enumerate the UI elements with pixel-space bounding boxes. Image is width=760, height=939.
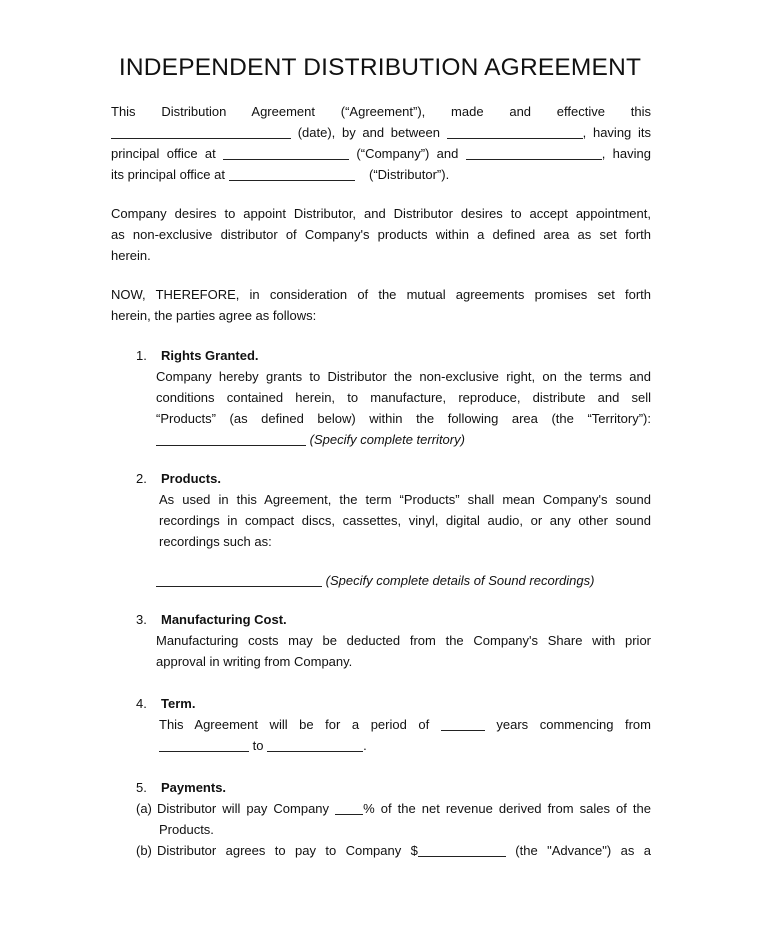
intro-text: , having its bbox=[582, 125, 651, 140]
section-heading: Products. bbox=[161, 471, 221, 486]
territory-blank[interactable] bbox=[156, 431, 306, 446]
recordings-note: (Specify complete details of Sound recordings) bbox=[325, 573, 595, 588]
party-blank[interactable] bbox=[447, 124, 583, 139]
section-line: Company hereby grants to Distributor the non-exclusive right, on the terms and bbox=[156, 369, 651, 384]
section-heading: Term. bbox=[161, 696, 196, 711]
section-number: 3. bbox=[136, 612, 147, 627]
intro-line-2 bbox=[111, 122, 651, 143]
payment-item-b bbox=[111, 840, 651, 861]
recordings-blank[interactable] bbox=[156, 572, 322, 587]
intro-line-4 bbox=[111, 164, 651, 185]
document-body bbox=[111, 101, 651, 861]
section-line: conditions contained herein, to manufacture, reproduce, distribute and sell bbox=[156, 390, 651, 405]
intro-text: , having bbox=[601, 146, 651, 161]
section-manufacturing-cost bbox=[111, 609, 651, 672]
term-line-1 bbox=[159, 714, 651, 735]
recital-line: herein. bbox=[111, 248, 151, 263]
payment-text: (the "Advance") as a bbox=[515, 843, 651, 858]
recital-line: Company desires to appoint Distributor, and Distributor desires to accept appointment, bbox=[111, 206, 651, 221]
payment-text: Distributor will pay Company bbox=[157, 801, 330, 816]
distributor-blank[interactable] bbox=[466, 145, 602, 160]
start-date-blank[interactable] bbox=[159, 737, 249, 752]
payment-text: % of the net revenue derived from sales of the bbox=[363, 801, 651, 816]
recital-line: as non-exclusive distributor of Company's products within a defined area as set forth bbox=[111, 227, 651, 242]
section-line: recordings in compact discs, cassettes, vinyl, digital audio, or any other sound bbox=[159, 513, 651, 528]
intro-paragraph bbox=[111, 101, 651, 185]
item-label: (b) bbox=[136, 843, 152, 858]
intro-text: principal office at bbox=[111, 146, 216, 161]
territory-line bbox=[156, 429, 651, 450]
payment-item-a bbox=[111, 798, 651, 840]
section-heading: Rights Granted. bbox=[161, 348, 259, 363]
section-number: 1. bbox=[136, 348, 147, 363]
whereas-line: herein, the parties agree as follows: bbox=[111, 308, 317, 323]
section-heading: Manufacturing Cost. bbox=[161, 612, 287, 627]
section-line: recordings such as: bbox=[159, 534, 272, 549]
section-payments bbox=[111, 777, 651, 861]
years-blank[interactable] bbox=[441, 716, 485, 731]
intro-text: (date), by and between bbox=[297, 125, 440, 140]
section-number: 4. bbox=[136, 696, 147, 711]
territory-note: (Specify complete territory) bbox=[309, 432, 465, 447]
date-blank[interactable] bbox=[111, 124, 291, 139]
section-line: Manufacturing costs may be deducted from the Company's Share with prior bbox=[156, 633, 651, 648]
term-line-2 bbox=[159, 735, 651, 756]
advance-blank[interactable] bbox=[418, 842, 506, 857]
section-line: As used in this Agreement, the term “Products” shall mean Company's sound bbox=[159, 492, 651, 507]
payment-text: Distributor agrees to pay to Company $ bbox=[157, 843, 418, 858]
section-line: “Products” (as defined below) within the following area (the “Territory”): bbox=[156, 411, 651, 426]
term-text: years commencing from bbox=[496, 717, 651, 732]
section-heading: Payments. bbox=[161, 780, 227, 795]
section-term bbox=[111, 693, 651, 756]
section-number: 5. bbox=[136, 780, 147, 795]
section-rights-granted bbox=[111, 345, 651, 450]
distributor-office-blank[interactable] bbox=[229, 166, 355, 181]
section-number: 2. bbox=[136, 471, 147, 486]
payment-line bbox=[157, 798, 651, 819]
intro-text: its principal office at bbox=[111, 167, 225, 182]
percent-blank[interactable] bbox=[335, 800, 363, 815]
term-text: . bbox=[363, 738, 367, 753]
recital-paragraph bbox=[111, 203, 651, 266]
recordings-line bbox=[156, 570, 651, 591]
section-line: approval in writing from Company. bbox=[156, 654, 353, 669]
term-text: This Agreement will be for a period of bbox=[159, 717, 430, 732]
whereas-paragraph bbox=[111, 284, 651, 326]
office-blank[interactable] bbox=[223, 145, 349, 160]
payment-line: Products. bbox=[159, 822, 214, 837]
intro-text: (“Distributor”). bbox=[369, 167, 450, 182]
section-products bbox=[111, 468, 651, 591]
item-label: (a) bbox=[136, 801, 152, 816]
intro-line-1: This Distribution Agreement (“Agreement”), made and effective this bbox=[111, 104, 651, 119]
term-text: to bbox=[252, 738, 264, 753]
page-title: INDEPENDENT DISTRIBUTION AGREEMENT bbox=[118, 54, 642, 81]
whereas-line: NOW, THEREFORE, in consideration of the mutual agreements promises set forth bbox=[111, 287, 651, 302]
end-date-blank[interactable] bbox=[267, 737, 363, 752]
payment-line bbox=[157, 840, 651, 861]
intro-line-3 bbox=[111, 143, 651, 164]
intro-text: (“Company”) and bbox=[356, 146, 459, 161]
